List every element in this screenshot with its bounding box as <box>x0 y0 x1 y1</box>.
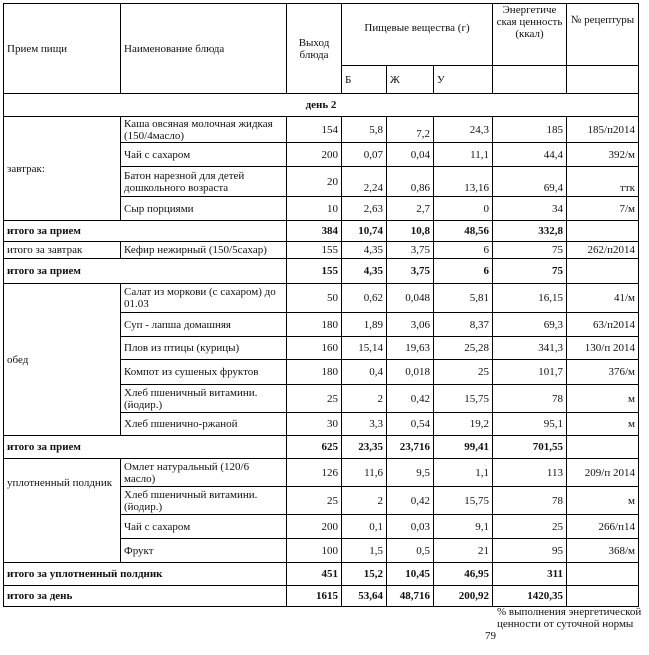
cell-b: 5,8 <box>342 117 387 143</box>
total-kcal: 701,55 <box>493 436 567 459</box>
recipe-number: 376/м <box>567 360 639 385</box>
cell-kcal: 16,15 <box>493 284 567 313</box>
cell-kcal: 113 <box>493 459 567 487</box>
total-u: 46,95 <box>434 563 493 586</box>
meal-name: завтрак: <box>4 117 121 221</box>
dish-name: Плов из птицы (курицы) <box>121 337 287 360</box>
header-yield: Выход блюда <box>287 4 342 94</box>
dish-name: Фрукт <box>121 539 287 563</box>
table-row <box>4 284 639 313</box>
cell-u: 15,75 <box>434 487 493 515</box>
day-total-kcal: 1420,35 <box>493 586 567 607</box>
recipe-number: 185/п2014 <box>567 117 639 143</box>
cell-b: 2,63 <box>342 197 387 221</box>
table-row <box>4 459 639 487</box>
dish-name: Батон нарезной для детей дошкольного возраста <box>121 167 287 197</box>
day-total-yield: 1615 <box>287 586 342 607</box>
dish-name-text: Хлеб пшеничный витамини. (йодир.) <box>124 488 258 513</box>
cell-zh: 0,86 <box>387 167 434 197</box>
cell-yield: 25 <box>287 385 342 413</box>
cell-yield: 50 <box>287 284 342 313</box>
cell-b: 0,62 <box>342 284 387 313</box>
cell-yield: 100 <box>287 539 342 563</box>
total-recipe-empty <box>567 221 639 242</box>
cell-zh: 0,54 <box>387 413 434 436</box>
cell-b: 0,1 <box>342 515 387 539</box>
cell-u: 5,81 <box>434 284 493 313</box>
cell-b: 4,35 <box>342 242 387 259</box>
cell-yield: 30 <box>287 413 342 436</box>
cell-kcal: 101,7 <box>493 360 567 385</box>
recipe-number: 266/п14 <box>567 515 639 539</box>
total-row <box>4 221 639 242</box>
total-row <box>4 563 639 586</box>
total-u: 6 <box>434 259 493 284</box>
dish-name: Салат из моркови (с сахаром) до 01.03 <box>121 284 287 313</box>
cell-kcal: 341,3 <box>493 337 567 360</box>
cell-kcal: 75 <box>493 242 567 259</box>
recipe-number: 41/м <box>567 284 639 313</box>
cell-b: 2 <box>342 487 387 515</box>
total-label: итого за прием <box>4 436 287 459</box>
cell-zh: 0,018 <box>387 360 434 385</box>
cell-kcal: 78 <box>493 487 567 515</box>
total-recipe-empty <box>567 259 639 284</box>
day-label: день 2 <box>4 94 639 117</box>
cell-kcal: 34 <box>493 197 567 221</box>
recipe-number: ттк <box>567 167 639 197</box>
day-total-b: 53,64 <box>342 586 387 607</box>
cell-b: 1,89 <box>342 313 387 337</box>
recipe-number: 7/м <box>567 197 639 221</box>
recipe-number: 130/п 2014 <box>567 337 639 360</box>
total-row <box>4 436 639 459</box>
cell-u: 8,37 <box>434 313 493 337</box>
total-label: итого за прием <box>4 221 287 242</box>
cell-u: 0 <box>434 197 493 221</box>
recipe-number: 368/м <box>567 539 639 563</box>
total-recipe-empty <box>567 436 639 459</box>
cell-zh: 9,5 <box>387 459 434 487</box>
total-label: итого за прием <box>4 259 287 284</box>
dish-name: Кефир нежирный (150/5сахар) <box>121 242 287 259</box>
dish-name: Каша овсяная молочная жидкая (150/4масло) <box>121 117 287 143</box>
table-row <box>4 117 639 143</box>
total-b: 23,35 <box>342 436 387 459</box>
table-row <box>4 242 639 259</box>
total-b: 4,35 <box>342 259 387 284</box>
header-recipe: № рецептуры <box>567 4 639 66</box>
cell-yield: 10 <box>287 197 342 221</box>
meal-name: итого за завтрак <box>4 242 121 259</box>
total-yield: 155 <box>287 259 342 284</box>
total-u: 48,56 <box>434 221 493 242</box>
total-yield: 451 <box>287 563 342 586</box>
total-b: 15,2 <box>342 563 387 586</box>
dish-name: Компот из сушеных фруктов <box>121 360 287 385</box>
cell-yield: 126 <box>287 459 342 487</box>
total-label: итого за уплотненный полдник <box>4 563 287 586</box>
header-energy: Энергетиче ская ценность (ккал) <box>493 4 567 66</box>
dish-name: Суп - лапша домашняя <box>121 313 287 337</box>
cell-zh: 0,04 <box>387 143 434 167</box>
recipe-number: м <box>567 487 639 515</box>
cell-b: 0,4 <box>342 360 387 385</box>
total-kcal: 332,8 <box>493 221 567 242</box>
cell-yield: 180 <box>287 313 342 337</box>
cell-yield: 20 <box>287 167 342 197</box>
cell-u: 11,1 <box>434 143 493 167</box>
cell-kcal: 95 <box>493 539 567 563</box>
day-total-label: итого за день <box>4 586 287 607</box>
dish-name: Чай с сахаром <box>121 515 287 539</box>
dish-name: Чай с сахаром <box>121 143 287 167</box>
cell-u: 1,1 <box>434 459 493 487</box>
cell-zh: 0,03 <box>387 515 434 539</box>
cell-kcal: 25 <box>493 515 567 539</box>
cell-b: 2 <box>342 385 387 413</box>
total-u: 99,41 <box>434 436 493 459</box>
dish-name: Хлеб пшенично-ржаной <box>121 413 287 436</box>
header-zh: Ж <box>387 66 434 94</box>
cell-zh: 3,75 <box>387 242 434 259</box>
cell-yield: 25 <box>287 487 342 515</box>
cell-u: 25,28 <box>434 337 493 360</box>
cell-zh: 0,42 <box>387 487 434 515</box>
day-total-recipe-empty <box>567 586 639 607</box>
cell-zh: 2,7 <box>387 197 434 221</box>
cell-u: 6 <box>434 242 493 259</box>
total-yield: 625 <box>287 436 342 459</box>
total-zh: 23,716 <box>387 436 434 459</box>
meal-name: уплотненный полдник <box>4 459 121 563</box>
footer-text: % выполнения энергетической ценности от суточной нормы <box>497 606 642 630</box>
cell-u: 9,1 <box>434 515 493 539</box>
recipe-number: м <box>567 413 639 436</box>
total-recipe-empty <box>567 563 639 586</box>
header-recipe-sub <box>567 66 639 94</box>
meal-name: обед <box>4 284 121 436</box>
cell-kcal: 44,4 <box>493 143 567 167</box>
cell-kcal: 69,3 <box>493 313 567 337</box>
header-meal: Прием пищи <box>4 4 121 94</box>
recipe-number: 209/п 2014 <box>567 459 639 487</box>
cell-kcal: 69,4 <box>493 167 567 197</box>
header-energy-sub <box>493 66 567 94</box>
day-total-u: 200,92 <box>434 586 493 607</box>
recipe-number: 262/п2014 <box>567 242 639 259</box>
header-nutrients: Пищевые вещества (г) <box>342 4 493 66</box>
menu-table <box>3 3 639 607</box>
recipe-number: 63/п2014 <box>567 313 639 337</box>
dish-name: Сыр порциями <box>121 197 287 221</box>
cell-u: 21 <box>434 539 493 563</box>
header-b: Б <box>342 66 387 94</box>
cell-yield: 160 <box>287 337 342 360</box>
footer-percent: 79 <box>485 630 496 642</box>
total-kcal: 75 <box>493 259 567 284</box>
total-zh: 3,75 <box>387 259 434 284</box>
cell-yield: 200 <box>287 143 342 167</box>
cell-b: 1,5 <box>342 539 387 563</box>
recipe-number: 392/м <box>567 143 639 167</box>
cell-u: 19,2 <box>434 413 493 436</box>
cell-b: 3,3 <box>342 413 387 436</box>
cell-zh: 7,2 <box>387 117 434 143</box>
total-zh: 10,45 <box>387 563 434 586</box>
cell-b: 11,6 <box>342 459 387 487</box>
cell-yield: 180 <box>287 360 342 385</box>
total-zh: 10,8 <box>387 221 434 242</box>
cell-kcal: 95,1 <box>493 413 567 436</box>
total-b: 10,74 <box>342 221 387 242</box>
header-dish: Наименование блюда <box>121 4 287 94</box>
cell-zh: 3,06 <box>387 313 434 337</box>
total-kcal: 311 <box>493 563 567 586</box>
cell-b: 15,14 <box>342 337 387 360</box>
cell-zh: 19,63 <box>387 337 434 360</box>
total-row <box>4 259 639 284</box>
dish-name <box>121 385 287 413</box>
cell-yield: 154 <box>287 117 342 143</box>
cell-yield: 200 <box>287 515 342 539</box>
dish-name-text: Хлеб пшеничный витамини. (йодир.) <box>124 386 258 411</box>
cell-u: 25 <box>434 360 493 385</box>
cell-zh: 0,048 <box>387 284 434 313</box>
recipe-number: м <box>567 385 639 413</box>
day-total-row <box>4 586 639 607</box>
day-total-zh: 48,716 <box>387 586 434 607</box>
cell-b: 0,07 <box>342 143 387 167</box>
header-u: У <box>434 66 493 94</box>
cell-u: 13,16 <box>434 167 493 197</box>
cell-yield: 155 <box>287 242 342 259</box>
dish-name <box>121 487 287 515</box>
cell-b: 2,24 <box>342 167 387 197</box>
cell-kcal: 78 <box>493 385 567 413</box>
dish-name: Омлет натуральный (120/6 масло) <box>121 459 287 487</box>
total-yield: 384 <box>287 221 342 242</box>
cell-zh: 0,5 <box>387 539 434 563</box>
cell-u: 24,3 <box>434 117 493 143</box>
cell-kcal: 185 <box>493 117 567 143</box>
cell-u: 15,75 <box>434 385 493 413</box>
cell-zh: 0,42 <box>387 385 434 413</box>
